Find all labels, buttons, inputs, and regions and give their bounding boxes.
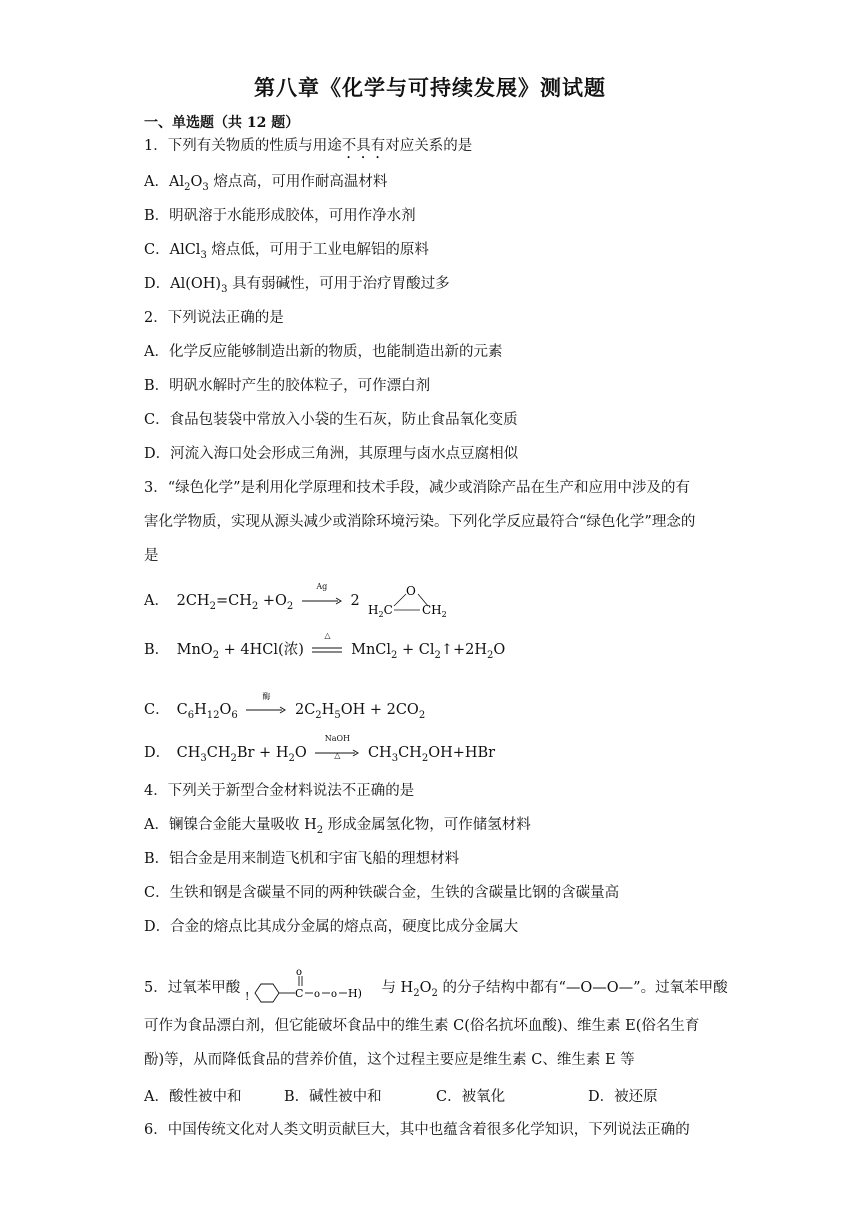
q2-option-a: A．化学反应能够制造出新的物质，也能制造出新的元素 [144,344,503,360]
epoxide-structure-icon [364,584,454,618]
q4-option-b: B．铝合金是用来制造飞机和宇宙飞船的理想材料 [144,851,460,867]
q2-option-b: B．明矾水解时产生的胶体粒子，可作漂白剂 [144,378,431,394]
reaction-equals: △ [324,631,331,640]
perbenzoic-acid-structure-icon [245,966,377,1010]
q1-stem: 1．下列有关物质的性质与用途不具有对应关系的是 [144,138,473,154]
svg-text:o: o [295,967,302,978]
q4-option-a: A．镧镍合金能大量吸收 $H_2$ 形成金属氢化物，可作储氢材料 [144,817,531,836]
q5-stem-line3: 酚)等，从而降低食品的营养价值，这个过程主要应是维生素 C、维生素 E 等 [144,1052,635,1068]
q3-option-b: B． MnO$_2$ + 4HCl(浓) △ MnCl$_2$ + $Cl_2↑+2H_2O$ [144,631,506,661]
q5-stem-line1: 5．过氧苯甲酸 ! C o o o H) 与 $H_2O_2$ 的分子结构中都有“—O—O—”。过氧苯甲酸 [144,966,728,1010]
q4-option-c: C．生铁和钢是含碳量不同的两种铁碳合金，生铁的含碳量比钢的含碳量高 [144,885,620,901]
q6-stem-line1: 6．中国传统文化对人类文明贡献巨大，其中也蕴含着很多化学知识，下列说法正确的 [144,1122,690,1138]
reaction-arrow: Ag [302,593,342,609]
q1-option-b: B．明矾溶于水能形成胶体，可用作净水剂 [144,208,416,224]
reaction-arrow: 酶 [246,702,286,718]
q1-option-d: D．$Al(OH)_3$ 具有弱碱性，可用于治疗胃酸过多 [144,276,450,295]
svg-text:H): H) [347,987,362,1000]
svg-text:o: o [330,989,337,1000]
svg-text:C: C [294,987,304,1000]
q2-option-d: D．河流入海口处会形成三角洲，其原理与卤水点豆腐相似 [144,446,519,462]
q4-option-d: D．合金的熔点比其成分金属的熔点高，硬度比成分金属大 [144,919,519,935]
q3-stem-line1: 3．“绿色化学”是利用化学原理和技术手段，减少或消除产品在生产和应用中涉及的有 [144,480,691,496]
svg-text:o: o [313,989,320,1000]
svg-text:!: ! [244,990,250,1003]
q5-option-b: B．碱性被中和 [284,1089,382,1105]
q3-option-a: A． $2CH_2=CH_2 +O_2$ Ag 2 O $H_2C$ $CH_2$ [144,584,454,618]
q5-option-d: D．被还原 [588,1089,658,1105]
section-heading: 一、单选题（共 12 题） [144,115,300,131]
q4-stem: 4．下列关于新型合金材料说法不正确的是 [144,783,415,799]
q3-stem-line2: 害化学物质，实现从源头减少或消除环境污染。下列化学反应最符合“绿色化学”理念的 [144,514,696,530]
q3-option-c: C． $C_6H_{12}O_6$ 酶 $2C_2H_5OH + 2CO_2$ [144,692,426,721]
q3-stem-line3: 是 [144,548,159,564]
q5-option-c: C．被氧化 [436,1089,506,1105]
q1-option-a: A．$Al_2O_3$ 熔点高，可用作耐高温材料 [144,174,388,193]
q2-option-c: C．食品包装袋中常放入小袋的生石灰，防止食品氧化变质 [144,412,518,428]
reaction-arrow: NaOH △ [315,745,359,761]
svg-text:CH2: $CH_2$ [422,603,448,618]
q5-stem-line2: 可作为食品漂白剂，但它能破坏食品中的维生素 C(俗名抗坏血酸)、维生素 E(俗名生育 [144,1018,700,1034]
svg-text:O: O [406,584,417,598]
q3-option-d: D． $CH_3CH_2Br + H_2O$ NaOH △ $CH_3CH_2OH+HBr$ [144,734,496,764]
q2-stem: 2．下列说法正确的是 [144,310,284,326]
svg-text:H2C: $H_2C$ [368,603,394,618]
q5-options [144,1085,658,1106]
page-title: 第八章《化学与可持续发展》测试题 [254,75,606,100]
q1-option-c: C．AlCl$_3$ 熔点低，可用于工业电解铝的原料 [144,242,429,261]
q5-option-a: A．酸性被中和 [144,1089,242,1105]
